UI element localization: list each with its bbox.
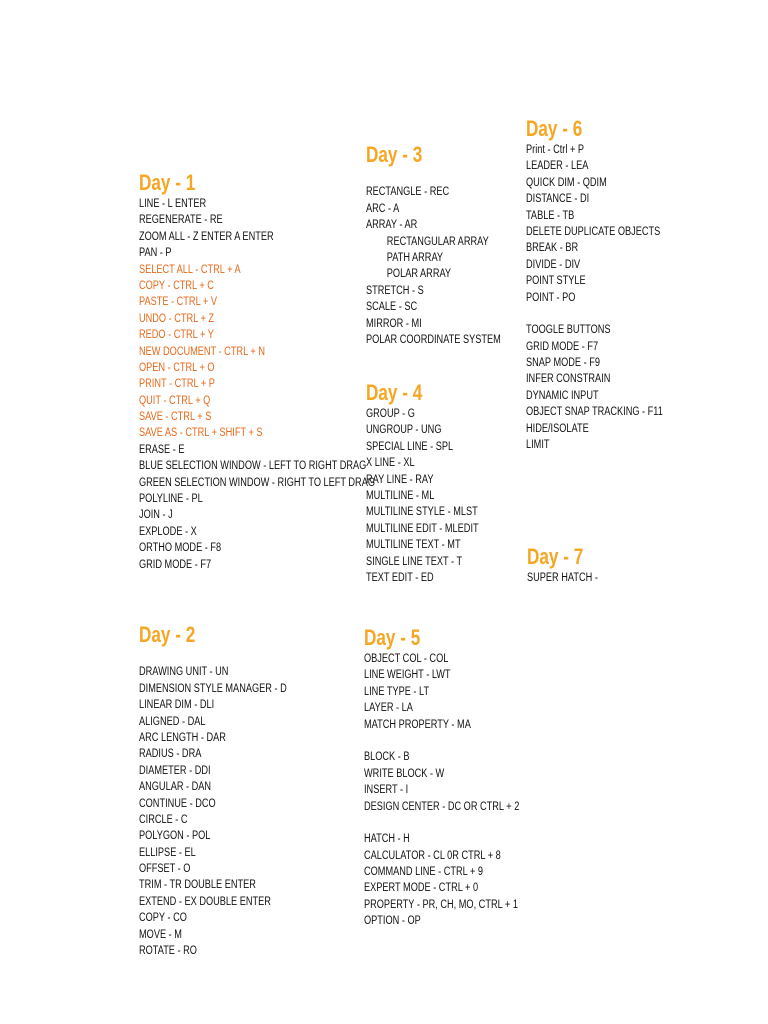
shortcut-item: OPTION - OP [364, 915, 421, 928]
shortcut-item: RECTANGLE - REC [366, 186, 450, 199]
shortcut-item: RAY LINE - RAY [366, 473, 434, 486]
shortcut-item: ANGULAR - DAN [139, 781, 212, 794]
shortcut-item: REDO - CTRL + Y [139, 329, 214, 342]
shortcut-item: ELLIPSE - EL [139, 846, 196, 859]
shortcut-item: UNDO - CTRL + Z [139, 312, 215, 325]
shortcut-item: LINEAR DIM - DLI [139, 699, 215, 712]
shortcut-item: COPY - CO [139, 912, 187, 925]
shortcut-item: LIMIT [526, 439, 550, 452]
shortcut-item: RECTANGULAR ARRAY [386, 235, 489, 248]
shortcut-item: GREEN SELECTION WINDOW - RIGHT TO LEFT DRAG [139, 476, 375, 489]
day-2-section [139, 622, 324, 959]
shortcut-item: ARRAY - AR [366, 219, 418, 232]
day-5-section [364, 625, 558, 930]
day-4-list [366, 406, 507, 586]
day-5-title: Day - 5 [364, 625, 421, 650]
shortcut-item: PRINT - CTRL + P [139, 378, 215, 391]
shortcut-item: BREAK - BR [526, 242, 579, 255]
shortcut-item: TABLE - TB [526, 209, 575, 222]
shortcut-item: PAN - P [139, 247, 172, 260]
spacer [139, 648, 287, 664]
shortcut-item: EXPLODE - X [139, 525, 197, 538]
shortcut-item: UNGROUP - UNG [366, 424, 442, 437]
shortcut-item: ROTATE - RO [139, 945, 197, 958]
shortcut-item: ARC - A [366, 202, 400, 215]
shortcut-item: COMMAND LINE - CTRL + 9 [364, 866, 484, 879]
shortcut-item: GRID MODE - F7 [526, 340, 599, 353]
day-7-section [527, 544, 616, 586]
shortcut-item: TEXT EDIT - ED [366, 571, 434, 584]
shortcut-item: MULTILINE EDIT - MLEDIT [366, 522, 479, 535]
day-6-list [526, 142, 697, 453]
shortcut-item: HATCH - H [364, 833, 410, 846]
day-2-list [139, 648, 324, 959]
shortcut-item: MOVE - M [139, 928, 182, 941]
shortcut-item: POLYGON - POL [139, 830, 211, 843]
shortcut-item: INFER CONSTRAIN [526, 373, 611, 386]
shortcut-item: QUIT - CTRL + Q [139, 394, 211, 407]
shortcut-item: LINE - L ENTER [139, 198, 207, 210]
spacer [526, 306, 663, 322]
shortcut-item: OFFSET - O [139, 863, 191, 876]
shortcut-item: POLYLINE - PL [139, 493, 203, 506]
day-2-title: Day - 2 [139, 622, 196, 647]
day-5-list [364, 651, 558, 930]
shortcut-item: POLAR COORDINATE SYSTEM [366, 333, 501, 346]
shortcut-item: TOOGLE BUTTONS [526, 324, 611, 337]
day-6-section [526, 116, 697, 453]
shortcut-item: RADIUS - DRA [139, 748, 202, 761]
shortcut-item: CONTINUE - DCO [139, 797, 216, 810]
shortcut-item: MULTILINE TEXT - MT [366, 539, 461, 552]
shortcut-item: PASTE - CTRL + V [139, 296, 217, 309]
shortcut-item: EXTEND - EX DOUBLE ENTER [139, 895, 271, 908]
shortcut-item: ZOOM ALL - Z ENTER A ENTER [139, 230, 274, 243]
day-7-list [527, 570, 616, 586]
day-3-title: Day - 3 [366, 142, 423, 167]
day-4-title: Day - 4 [366, 380, 423, 405]
shortcut-item: REGENERATE - RE [139, 214, 223, 227]
spacer [366, 168, 501, 184]
spacer [364, 815, 519, 831]
day-3-list [366, 168, 534, 348]
day-1-title: Day - 1 [139, 170, 196, 195]
shortcut-item: SINGLE LINE TEXT - T [366, 555, 463, 568]
shortcut-item: COPY - CTRL + C [139, 279, 214, 292]
shortcut-item: LEADER - LEA [526, 160, 589, 173]
shortcut-item: X LINE - XL [366, 457, 415, 470]
shortcut-item: QUICK DIM - QDIM [526, 176, 607, 189]
shortcut-item: LINE TYPE - LT [364, 685, 430, 698]
shortcut-item: SUPER HATCH - [527, 572, 598, 584]
shortcut-item: SELECT ALL - CTRL + A [139, 263, 241, 276]
shortcut-item: Print - Ctrl + P [526, 144, 585, 156]
shortcut-item: DIVIDE - DIV [526, 258, 581, 271]
shortcut-item: DELETE DUPLICATE OBJECTS [526, 225, 661, 238]
shortcut-item: CIRCLE - C [139, 813, 188, 826]
shortcut-item: NEW DOCUMENT - CTRL + N [139, 345, 265, 358]
shortcut-item: ARC LENGTH - DAR [139, 731, 226, 744]
shortcut-item: LAYER - LA [364, 702, 413, 715]
shortcut-item: SAVE - CTRL + S [139, 411, 212, 424]
shortcut-item: MULTILINE STYLE - MLST [366, 506, 478, 519]
shortcut-item: MULTILINE - ML [366, 489, 435, 502]
shortcut-item: PROPERTY - PR, CH, MO, CTRL + 1 [364, 898, 518, 911]
day-3-section [366, 142, 534, 348]
shortcut-item: ERASE - E [139, 443, 185, 456]
shortcut-item: GRID MODE - F7 [139, 558, 212, 571]
shortcut-item: TRIM - TR DOUBLE ENTER [139, 879, 256, 892]
shortcut-item: OBJECT COL - COL [364, 653, 449, 665]
shortcut-item: BLUE SELECTION WINDOW - LEFT TO RIGHT DRAG [139, 460, 367, 473]
shortcut-item: STRETCH - S [366, 284, 424, 297]
day-6-title: Day - 6 [526, 116, 583, 141]
shortcut-item: POINT STYLE [526, 275, 586, 288]
day-4-section [366, 380, 507, 586]
shortcut-item: OBJECT SNAP TRACKING - F11 [526, 406, 663, 419]
shortcut-item: OPEN - CTRL + O [139, 361, 215, 374]
shortcut-item: DIMENSION STYLE MANAGER - D [139, 682, 287, 695]
shortcut-item: JOIN - J [139, 509, 173, 522]
shortcut-item: HIDE/ISOLATE [526, 422, 589, 435]
shortcut-item: BLOCK - B [364, 751, 410, 764]
shortcut-item: DYNAMIC INPUT [526, 389, 599, 402]
shortcut-item: DIAMETER - DDI [139, 764, 211, 777]
shortcut-item: POLAR ARRAY [386, 268, 452, 281]
shortcut-item: DRAWING UNIT - UN [139, 666, 229, 679]
shortcut-item: EXPERT MODE - CTRL + 0 [364, 882, 479, 895]
shortcut-item: ALIGNED - DAL [139, 715, 206, 728]
spacer [364, 733, 519, 749]
shortcut-item: MIRROR - MI [366, 317, 422, 330]
shortcut-item: CALCULATOR - CL 0R CTRL + 8 [364, 849, 501, 862]
shortcut-item: SPECIAL LINE - SPL [366, 440, 454, 453]
shortcut-item: SCALE - SC [366, 301, 418, 314]
shortcut-item: DISTANCE - DI [526, 193, 590, 206]
shortcut-item: SNAP MODE - F9 [526, 357, 600, 370]
shortcut-item: INSERT - I [364, 784, 409, 797]
shortcut-item: POINT - PO [526, 291, 576, 304]
shortcut-item: MATCH PROPERTY - MA [364, 718, 471, 731]
shortcut-item: LINE WEIGHT - LWT [364, 669, 451, 682]
day-7-title: Day - 7 [527, 544, 584, 569]
shortcut-item: GROUP - G [366, 408, 415, 420]
shortcut-item: PATH ARRAY [386, 251, 444, 264]
shortcut-item: ORTHO MODE - F8 [139, 542, 222, 555]
shortcut-item: SAVE AS - CTRL + SHIFT + S [139, 427, 263, 440]
shortcut-item: WRITE BLOCK - W [364, 767, 445, 780]
shortcut-item: DESIGN CENTER - DC OR CTRL + 2 [364, 800, 520, 813]
